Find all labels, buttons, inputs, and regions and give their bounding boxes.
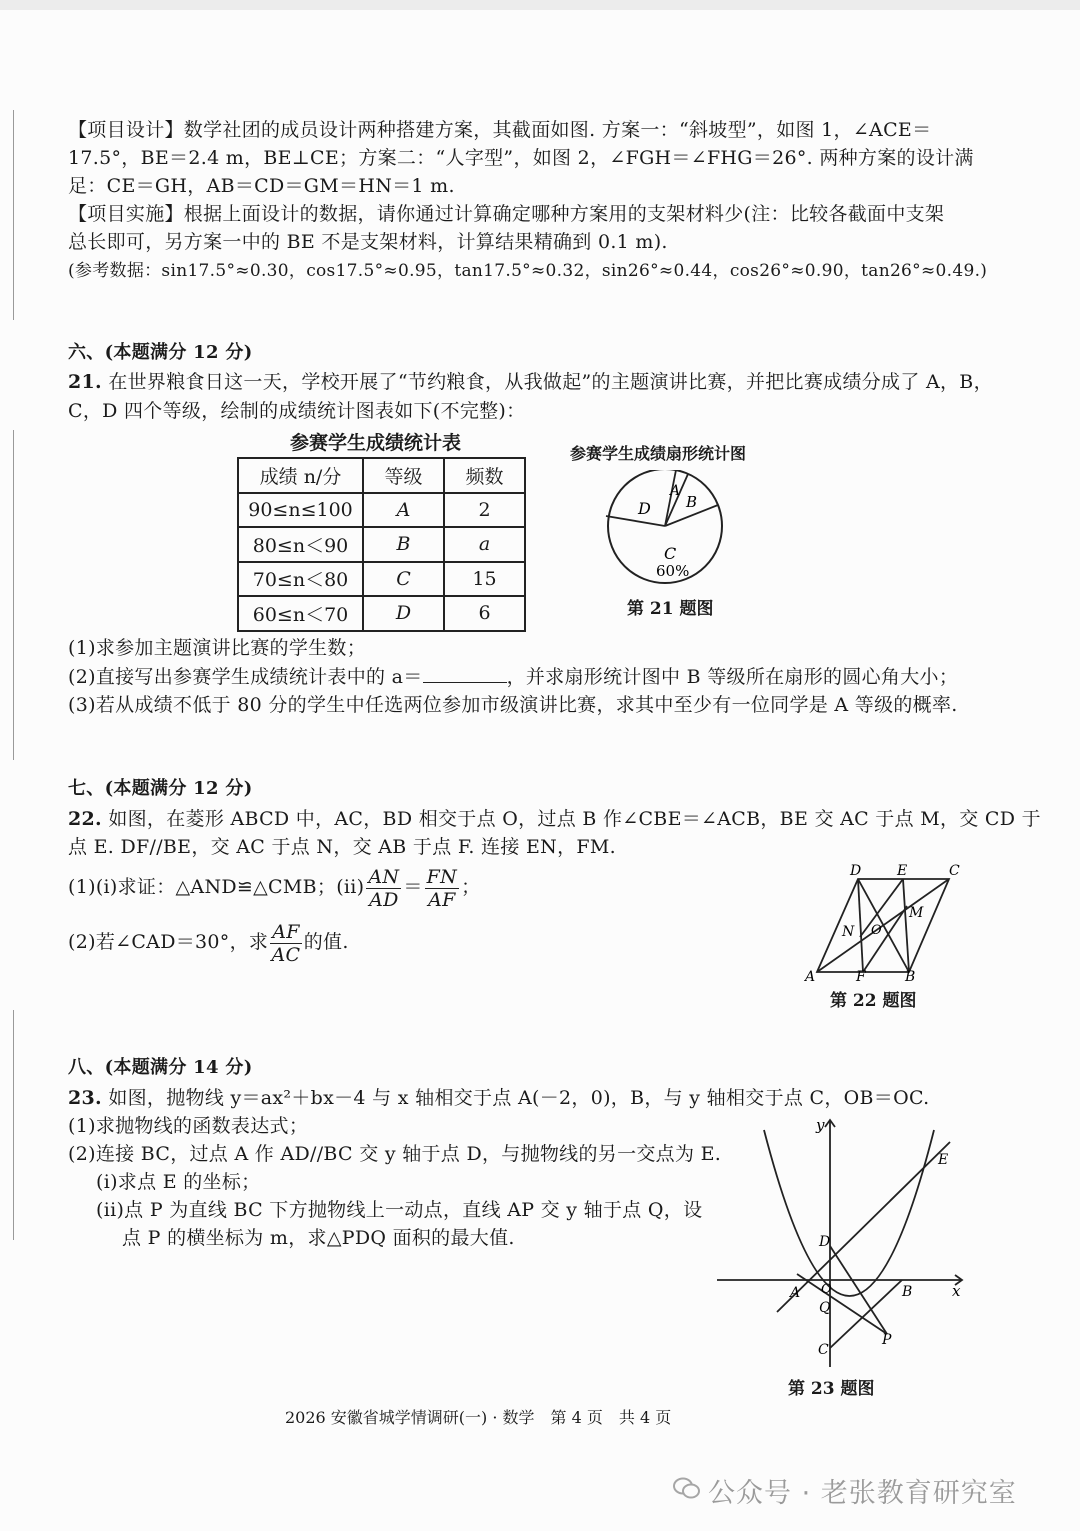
fraction-denominator: AF bbox=[428, 888, 456, 911]
point-label-a: A bbox=[790, 1285, 801, 1301]
table-header: 成绩 n/分 bbox=[238, 458, 363, 493]
q22-sub2-text-a: (2)若∠CAD＝30°，求 bbox=[68, 931, 269, 953]
point-label-q: Q bbox=[819, 1300, 831, 1316]
table-row bbox=[238, 527, 525, 562]
table-cell: B bbox=[363, 527, 444, 562]
table-cell: 90≤n≤100 bbox=[238, 493, 363, 528]
margin-rule bbox=[13, 1010, 14, 1240]
watermark: 公众号 · 老张教育研究室 bbox=[708, 1478, 1017, 1509]
page-footer: 2026 安徽省城学情调研(一) · 数学 第 4 页 共 4 页 bbox=[285, 1408, 672, 1427]
q21-line2: C，D 四个等级，绘制的成绩统计图表如下(不完整)： bbox=[68, 400, 526, 422]
project-impl-line1: 【项目实施】根据上面设计的数据，请你通过计算确定哪种方案用的支架材料少(注：比较各截面中支架 bbox=[68, 203, 945, 225]
margin-rule bbox=[13, 110, 14, 320]
point-label-o: O bbox=[821, 1282, 832, 1297]
q21-line1 bbox=[68, 369, 993, 395]
table-header: 等级 bbox=[363, 458, 444, 493]
q22-sub1-text: (1)(i)求证：△AND≌△CMB；(ii) bbox=[68, 876, 365, 898]
answer-blank bbox=[423, 664, 507, 683]
q23-figure-caption: 第 23 题图 bbox=[788, 1379, 875, 1399]
rhombus-figure bbox=[795, 858, 970, 988]
project-design-line2: 17.5°，BE＝2.4 m，BE⊥CE；方案二：“人字型”，如图 2，∠FGH＝∠FHG＝26°. 两种方案的设计满 bbox=[68, 147, 974, 169]
point-label-c: C bbox=[818, 1342, 829, 1358]
point-label-p: P bbox=[882, 1332, 892, 1348]
table-cell: 80≤n＜90 bbox=[238, 527, 363, 562]
table-cell: 6 bbox=[444, 596, 525, 631]
margin-rule bbox=[13, 430, 14, 760]
project-impl-line2: 总长即可，另方案一中的 BE 不是支架材料，计算结果精确到 0.1 m). bbox=[68, 231, 668, 253]
table-cell: 15 bbox=[444, 562, 525, 597]
point-label-c: C bbox=[949, 863, 960, 879]
pie-label-c-percent: 60% bbox=[656, 562, 690, 580]
segment-df bbox=[858, 879, 863, 972]
wechat-icon bbox=[672, 1476, 702, 1500]
table-header-row bbox=[238, 458, 525, 493]
q21-sub1: (1)求参加主题演讲比赛的学生数； bbox=[68, 637, 367, 659]
fraction-numerator: AN bbox=[368, 865, 400, 888]
score-table-title: 参赛学生成绩统计表 bbox=[290, 432, 462, 454]
table-cell: C bbox=[363, 562, 444, 597]
table-cell: 70≤n＜80 bbox=[238, 562, 363, 597]
pie-chart bbox=[600, 470, 730, 595]
pie-label-b: B bbox=[686, 493, 698, 511]
q23-sub2-ii-line1: (ii)点 P 为直线 BC 下方抛物线上一动点，直线 AP 交 y 轴于点 Q，设 bbox=[96, 1199, 703, 1221]
q21-sub2-text-b: ，并求扇形统计图中 B 等级所在扇形的圆心角大小； bbox=[506, 666, 959, 688]
table-cell: A bbox=[363, 493, 444, 528]
reference-data: (参考数据：sin17.5°≈0.30，cos17.5°≈0.95，tan17.5°≈0.32，sin26°≈0.44，cos26°≈0.90，tan26°≈0.49.) bbox=[68, 261, 988, 281]
q23-sub1: (1)求抛物线的函数表达式； bbox=[68, 1115, 309, 1137]
q21-number: 21. bbox=[68, 371, 102, 393]
parabola-figure bbox=[712, 1112, 972, 1372]
q21-sub2-text-a: (2)直接写出参赛学生成绩统计表中的 a＝ bbox=[68, 666, 423, 688]
pie-chart-title: 参赛学生成绩扇形统计图 bbox=[570, 444, 747, 463]
table-cell: a bbox=[444, 527, 525, 562]
segment-be bbox=[903, 879, 909, 972]
section6-heading: 六、(本题满分 12 分) bbox=[68, 342, 253, 363]
equals-sign: ＝ bbox=[403, 876, 423, 898]
section8-heading: 八、(本题满分 14 分) bbox=[68, 1057, 253, 1078]
q22-sub2-text-b: 的值. bbox=[303, 931, 349, 953]
fraction-af-ac bbox=[270, 921, 302, 966]
point-label-d: D bbox=[850, 863, 862, 879]
table-cell: 60≤n＜70 bbox=[238, 596, 363, 631]
top-bar bbox=[0, 0, 1080, 10]
point-label-b: B bbox=[902, 1284, 913, 1300]
axis-label-x: x bbox=[952, 1282, 961, 1300]
q22-sub2 bbox=[68, 917, 349, 967]
q21-sub3: (3)若从成绩不低于 80 分的学生中任选两位参加市级演讲比赛，求其中至少有一位同学是 A 等级的概率. bbox=[68, 694, 958, 716]
point-label-d: D bbox=[819, 1234, 831, 1250]
section7-heading: 七、(本题满分 12 分) bbox=[68, 778, 253, 799]
q22-number: 22. bbox=[68, 808, 102, 830]
q22-sub1-end: ； bbox=[461, 876, 481, 898]
q22-figure-caption: 第 22 题图 bbox=[830, 991, 917, 1011]
fraction-numerator: AF bbox=[272, 920, 300, 943]
q21-figure-caption: 第 21 题图 bbox=[627, 599, 714, 619]
q23-sub2-i: (i)求点 E 的坐标； bbox=[96, 1171, 261, 1193]
pie-label-c: C bbox=[664, 544, 677, 563]
project-design-line1: 【项目设计】数学社团的成员设计两种搭建方案，其截面如图. 方案一：“斜坡型”，如图 1，∠ACE＝ bbox=[68, 119, 932, 141]
table-row bbox=[238, 596, 525, 631]
q23-number: 23. bbox=[68, 1087, 102, 1109]
q21-sub2 bbox=[68, 664, 958, 690]
fraction-numerator: FN bbox=[426, 865, 458, 888]
table-header: 频数 bbox=[444, 458, 525, 493]
point-label-a: A bbox=[805, 969, 816, 985]
table-row bbox=[238, 562, 525, 597]
point-label-e: E bbox=[897, 863, 908, 879]
pie-label-d: D bbox=[638, 499, 651, 518]
pie-label-a: A bbox=[670, 483, 681, 499]
q22-line1 bbox=[68, 806, 1041, 832]
fraction-denominator: AD bbox=[369, 888, 399, 911]
q21-text1: 在世界粮食日这一天，学校开展了“节约粮食，从我做起”的主题演讲比赛，并把比赛成绩分成了 A，B， bbox=[108, 371, 993, 393]
table-cell: 2 bbox=[444, 493, 525, 528]
pie-divider bbox=[606, 516, 665, 526]
q22-sub1 bbox=[68, 862, 480, 912]
point-label-e: E bbox=[938, 1152, 949, 1168]
axis-label-y: y bbox=[816, 1116, 825, 1134]
score-table bbox=[237, 457, 526, 632]
fraction-an-ad bbox=[366, 866, 401, 911]
q23-sub2: (2)连接 BC，过点 A 作 AD//BC 交 y 轴于点 D，与抛物线的另一交点为 E. bbox=[68, 1143, 722, 1165]
point-label-o: O bbox=[871, 923, 882, 938]
point-label-b: B bbox=[905, 969, 916, 985]
project-design-line3: 足：CE＝GH，AB＝CD＝GM＝HN＝1 m. bbox=[68, 175, 455, 197]
q23-line1 bbox=[68, 1085, 929, 1111]
fraction-denominator: AC bbox=[271, 943, 301, 966]
q23-text1: 如图，抛物线 y＝ax²＋bx－4 与 x 轴相交于点 A(－2，0)，B，与 y 轴相交于点 C，OB＝OC. bbox=[108, 1087, 930, 1109]
diagonal-bd bbox=[858, 879, 909, 972]
point-label-f: F bbox=[856, 969, 866, 985]
segment-fm bbox=[863, 906, 907, 972]
fraction-fn-af bbox=[425, 866, 459, 911]
q23-sub2-ii-line2: 点 P 的横坐标为 m，求△PDQ 面积的最大值. bbox=[122, 1227, 515, 1249]
point-label-n: N bbox=[842, 924, 855, 940]
q22-text1: 如图，在菱形 ABCD 中，AC，BD 相交于点 O，过点 B 作∠CBE＝∠ACB，BE 交 AC 于点 M，交 CD 于 bbox=[108, 808, 1041, 830]
parabola-curve bbox=[764, 1130, 934, 1296]
table-row bbox=[238, 493, 525, 528]
table-cell: D bbox=[363, 596, 444, 631]
point-label-m: M bbox=[909, 905, 924, 921]
line-ade bbox=[777, 1142, 950, 1312]
q22-line2: 点 E. DF//BE，交 AC 于点 N，交 AB 于点 F. 连接 EN，FM. bbox=[68, 836, 616, 858]
